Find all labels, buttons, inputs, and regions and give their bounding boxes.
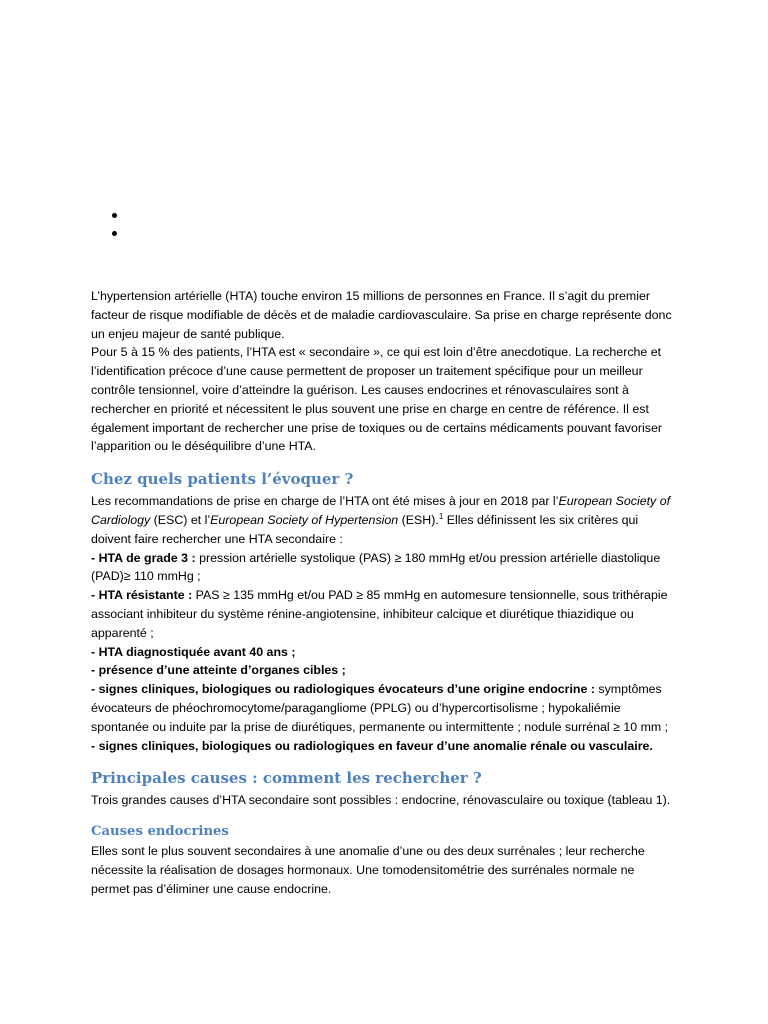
- intro-paragraph-2: Pour 5 à 15 % des patients, l’HTA est « secondaire », ce qui est loin d’être anecdotique. La recherche et l’identification précoce d’une cause permettent de proposer un traitement spécifique pour un meilleur contrôle tensionnel, voire d’atteindre la guérison. Les causes endocrines et rénovasculaires sont à rechercher en priorité et nécessitent le plus souvent une prise en charge en centre de référence. Il est également important de rechercher une prise de toxiques ou de certains médicaments pouvant favoriser l’apparition ou le déséquilibre d’une HTA.: [91, 345, 662, 454]
- causes-paragraph: Trois grandes causes d’HTA secondaire sont possibles : endocrine, rénovasculaire ou toxique (tableau 1).: [91, 793, 671, 808]
- endocrine-paragraph: Elles sont le plus souvent secondaires à une anomalie d’une ou des deux surrénales ; leur recherche nécessite la réalisation de dosages hormonaux. Une tomodensitométrie des surrénales normale ne permet pas d’éliminer une cause endocrine.: [91, 844, 645, 896]
- text-run: Elles définissent les six critères qui doivent faire rechercher une HTA secondaire :: [91, 512, 639, 546]
- text-run: Les recommandations de prise en charge de l’HTA ont été mises à jour en 2018 par l’: [91, 494, 559, 509]
- criterion-resistant: [91, 586, 676, 642]
- article-body: [91, 287, 676, 899]
- criterion-label: - HTA de grade 3 :: [91, 550, 196, 565]
- section-heading-endocrine: Causes endocrines: [91, 824, 229, 840]
- reference-marker: 1: [438, 511, 444, 521]
- criterion-endocrine: [91, 680, 676, 736]
- intro-paragraph-1: L’hypertension artérielle (HTA) touche environ 15 millions de personnes en France. Il s’agit du premier facteur de risque modifiable de décès et de maladie cardiovasculaire. Sa prise en charge représente donc un enjeu majeur de santé publique.: [91, 289, 672, 341]
- recommendations-paragraph: [91, 492, 676, 548]
- criterion-grade3: [91, 549, 676, 587]
- section-heading-causes: Principales causes : comment les rechercher ?: [91, 769, 482, 788]
- text-run: (ESC) et l’: [150, 512, 211, 527]
- criterion-organ-damage: - présence d’une atteinte d’organes cibles ;: [91, 663, 346, 678]
- criterion-text: pression artérielle systolique (PAS) ≥ 180 mmHg et/ou pression artérielle diastolique (PAD)≥ 110 mmHg ;: [91, 550, 661, 584]
- text-run: (ESH).: [398, 512, 439, 527]
- criterion-text: PAS ≥ 135 mmHg et/ou PAD ≥ 85 mmHg en automesure tensionnelle, sous trithérapie associant inhibiteur du système rénine-angiotensine, inhibiteur calcique et diurétique thiazidique ou apparenté ;: [91, 588, 668, 640]
- esh-name: European Society of Hypertension: [210, 512, 399, 527]
- criterion-label: - HTA résistante :: [91, 588, 193, 603]
- criterion-renal-vascular: - signes cliniques, biologiques ou radiologiques en faveur d’une anomalie rénale ou vasculaire.: [91, 738, 653, 753]
- criterion-text: symptômes évocateurs de phéochromocytome/paragangliome (PPLG) ou d’hypercortisolisme ; hypokaliémie spontanée ou induite par la prise de diurétiques, permanente ou intermittente ; nodule surrénal ≥ 10 mm ;: [91, 682, 669, 734]
- criterion-age: - HTA diagnostiquée avant 40 ans ;: [91, 644, 296, 659]
- criterion-label: - signes cliniques, biologiques ou radiologiques évocateurs d’une origine endocrine :: [91, 682, 595, 697]
- section-heading-patients: Chez quels patients l’évoquer ?: [91, 470, 354, 489]
- esc-name: European Society of Cardiology: [91, 494, 671, 527]
